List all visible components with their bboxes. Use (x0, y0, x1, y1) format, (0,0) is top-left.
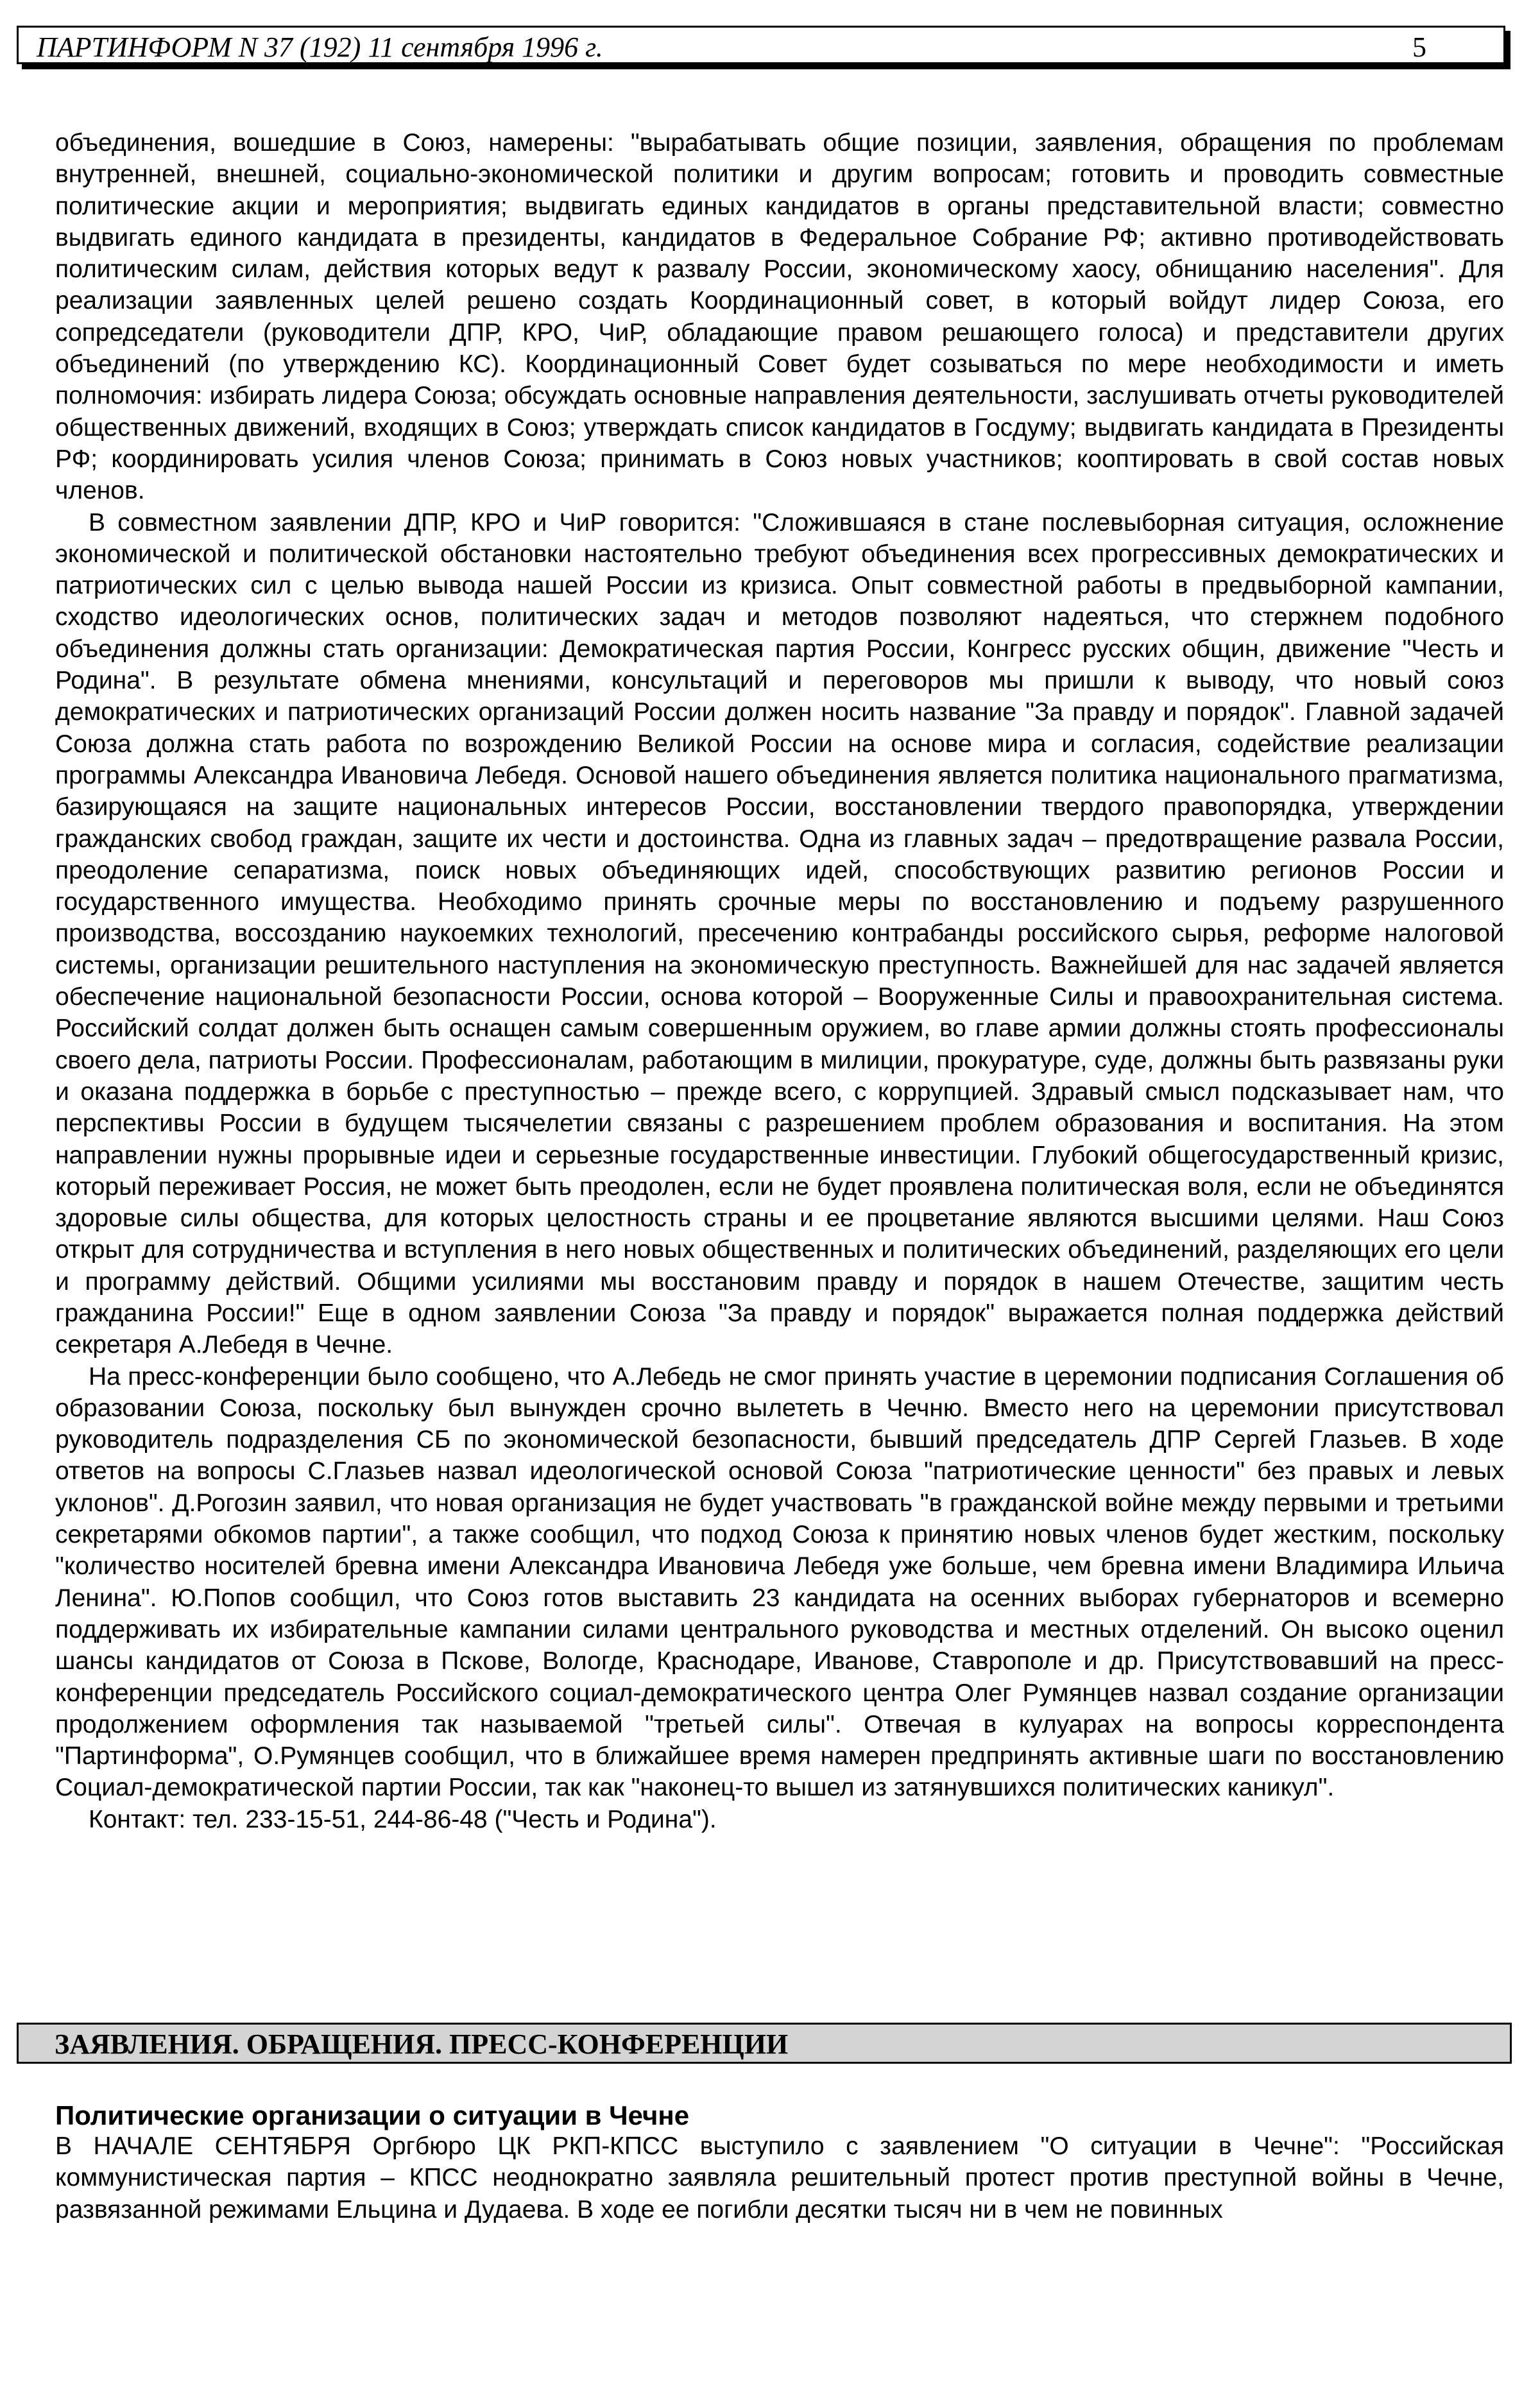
article-paragraph (55, 2130, 1504, 2225)
article-paragraph: В совместном заявлении ДПР, КРО и ЧиР говорится: "Сложившаяся в стане послевыборная ситуация, осложнение экономической и политической обстановки настоятельно требуют объединения всех прогрессивных демократических и патриотических сил с целью вывода нашей России из кризиса. Опыт совместной работы в предвыборной кампании, сходство идеологических основ, политических задач и методов позволяют надеяться, что стержнем подобного объединения должны стать организации: Демократическая партия России, Конгресс русских общин, движение "Честь и Родина". В результате обмена мнениями, консультаций и переговоров мы пришли к выводу, что новый союз демократических и патриотических организаций России должен носить название "За правду и порядок". Главной задачей Союза должна стать работа по возрождению Великой России на основе мира и согласия, содействие реализации программы Александра Ивановича Лебедя. Основой нашего объединения является политика национального прагматизма, базирующаяся на защите национальных интересов России, восстановлении твердого правопорядка, утверждении гражданских свобод граждан, защите их чести и достоинства. Одна из главных задач – предотвращение развала России, преодоление сепаратизма, поиск новых объединяющих идей, способствующих развитию регионов России и государственного имущества. Необходимо принять срочные меры по восстановлению и подъему разрушенного производства, воссозданию наукоемких технологий, пресечению контрабанды российского сырья, реформе налоговой системы, организации решительного наступления на экономическую преступность. Важнейшей для нас задачей является обеспечение национальной безопасности России, основа которой – Вооруженные Силы и правоохранительная система. Российский солдат должен быть оснащен самым совершенным оружием, во главе армии должны стоять профессионалы своего дела, патриоты России. Профессионалам, работающим в милиции, прокуратуре, суде, должны быть развязаны руки и оказана поддержка в борьбе с преступностью – прежде всего, с коррупцией. Здравый смысл подсказывает нам, что перспективы России в будущем тысячелетии связаны с разрешением проблем образования и воспитания. На этом направлении нужны прорывные идеи и серьезные государственные инвестиции. Глубокий общегосударственный кризис, который переживает Россия, не может быть преодолен, если не будет проявлена политическая воля, если не объединятся здоровые силы общества, для которых целостность страны и ее процветание являются высшими целями. Наш Союз открыт для сотрудничества и вступления в него новых общественных и политических объединений, разделяющих его цели и программу действий. Общими усилиями мы восстановим правду и порядок в нашем Отечестве, защитим честь гражданина России!" Еще в одном заявлении Союза "За правду и порядок" выражается полная поддержка действий секретаря А.Лебедя в Чечне. (55, 508, 1504, 1359)
section-header-bar (17, 2023, 1512, 2064)
lead-in: В НАЧАЛЕ СЕНТЯБРЯ (55, 2132, 352, 2160)
page-number: 5 (1412, 31, 1426, 63)
section-title: ЗАЯВЛЕНИЯ. ОБРАЩЕНИЯ. ПРЕСС-КОНФЕРЕНЦИИ (55, 2028, 789, 2060)
article-paragraph: На пресс-конференции было сообщено, что А.Лебедь не смог принять участие в церемонии подписания Соглашения об образовании Союза, поскольку был вынужден срочно вылететь в Чечню. Вместо него на церемонии присутствовал руководитель подразделения СБ по экономической безопасности, бывший председатель ДПР Сергей Глазьев. В ходе ответов на вопросы С.Глазьев назвал идеологической основой Союза "патриотические ценности" без правых и левых уклонов". Д.Рогозин заявил, что новая организация не будет участвовать "в гражданской войне между первыми и третьими секретарями обкомов партии", а также сообщил, что подход Союза к принятию новых членов будет жестким, поскольку "количество носителей бревна имени Александра Ивановича Лебедя уже больше, чем бревна имени Владимира Ильича Ленина". Ю.Попов сообщил, что Союз готов выставить 23 кандидата на осенних выборах губернаторов и всемерно поддерживать их избирательные кампании силами центрального руководства и местных отделений. Он высоко оценил шансы кандидатов от Союза в Пскове, Вологде, Краснодаре, Иванове, Ставрополе и др. Присутствовавший на пресс-конференции председатель Российского социал-демократического центра Олег Румянцев назвал создание организации продолжением оформления так называемой "третьей силы". Отвечая в кулуарах на вопросы корреспондента "Партинформа", О.Румянцев сообщил, что в ближайшее время намерен предпринять активные шаги по восстановлению Социал-демократической партии России, так как "наконец-то вышел из затянувшихся политических каникул". (55, 1362, 1504, 1802)
article-heading: Политические организации о ситуации в Чечне (55, 2100, 690, 2130)
article-body-2 (55, 2130, 1504, 2225)
paragraph-text: Оргбюро ЦК РКП-КПСС выступило с заявлением "О ситуации в Чечне": "Российская коммунистическая партия – КПСС неоднократно заявляла решительный протест против преступной войны в Чечне, развязанной режимами Ельцина и Дудаева. В ходе ее погибли десятки тысяч ни в чем не повинных (55, 2132, 1504, 2223)
publication-title: ПАРТИНФОРМ N 37 (192) 11 сентября 1996 г. (37, 31, 603, 63)
page-header (17, 26, 1505, 64)
article-body (55, 127, 1504, 1835)
article-paragraph: объединения, вошедшие в Союз, намерены: "вырабатывать общие позиции, заявления, обращения по проблемам внутренней, внешней, социально-экономической политики и другим вопросам; готовить и проводить совместные политические акции и мероприятия; выдвигать единых кандидатов в органы представительной власти; совместно выдвигать единого кандидата в президенты, кандидатов в Федеральное Собрание РФ; активно противодействовать политическим силам, действия которых ведут к развалу России, экономическому хаосу, обнищанию населения". Для реализации заявленных целей решено создать Координационный совет, в который войдут лидер Союза, его сопредседатели (руководители ДПР, КРО, ЧиР, обладающие правом решающего голоса) и представители других объединений (по утверждению КС). Координационный Совет будет созываться по мере необходимости и иметь полномочия: избирать лидера Союза; обсуждать основные направления деятельности, заслушивать отчеты руководителей общественных движений, входящих в Союз; утверждать список кандидатов в Госдуму; выдвигать кандидата в Президенты РФ; координировать усилия членов Союза; принимать в Союз новых участников; кооптировать в свой состав новых членов. (55, 129, 1504, 505)
contact-line: Контакт: тел. 233-15-51, 244-86-48 ("Честь и Родина"). (89, 1805, 717, 1833)
